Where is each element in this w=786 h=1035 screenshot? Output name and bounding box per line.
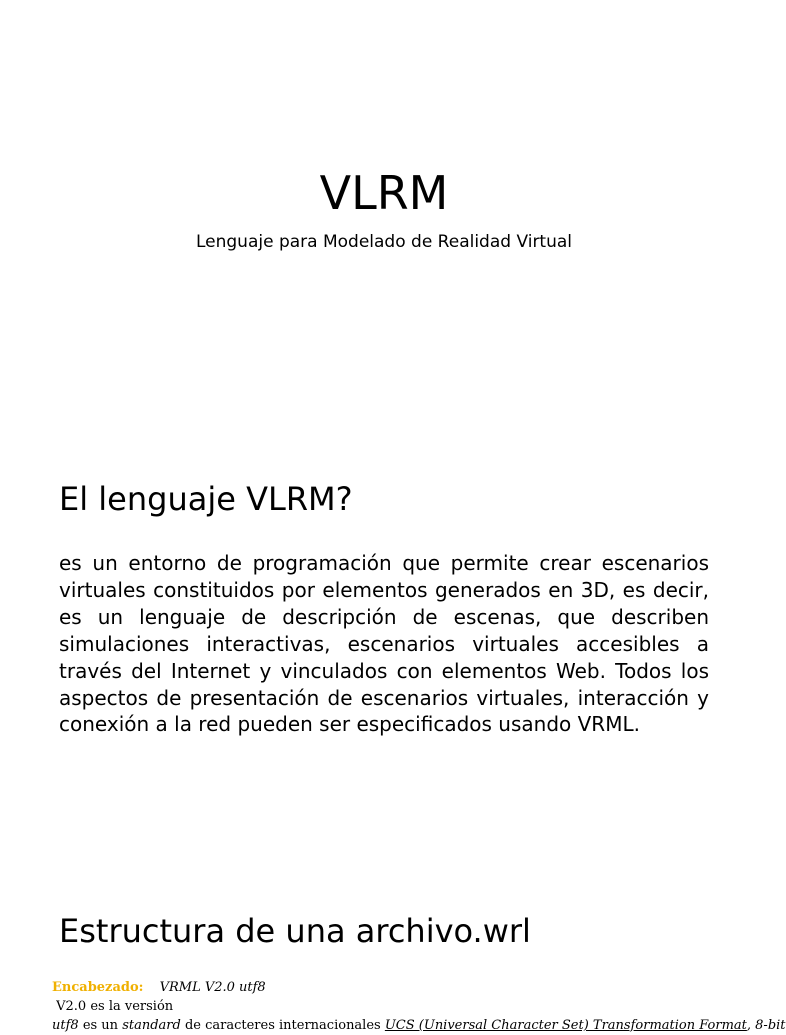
presentation-subtitle: Lenguaje para Modelado de Realidad Virtual: [195, 232, 573, 252]
version-text: V2.0 es la versión: [56, 999, 174, 1014]
file-structure-details: [52, 978, 786, 1035]
encoding-bits: , 8-bit: [746, 1018, 786, 1033]
header-value: VRML V2.0 utf8: [159, 980, 266, 995]
encoding-standard: standard: [122, 1018, 181, 1033]
section-body-language: es un entorno de programación que permite crear escenarios virtuales constituidos por elementos generados en 3D, es decir, es un lenguaje de descripción de escenas, que describen simulaciones interactivas, escenarios virtuales accesibles a través del Internet y vinculados con elementos Web. Todos los aspectos de presentación de escenarios virtuales, interacción y conexión a la red pueden ser especificados usando VRML.: [59, 551, 709, 737]
version-line: [52, 997, 768, 1016]
section-heading-file-structure: Estructura de una archivo.wrl: [59, 912, 531, 950]
header-label: Encabezado:: [52, 980, 144, 995]
section-heading-language: El lenguaje VLRM?: [59, 480, 353, 518]
encoding-name: utf8: [52, 1018, 83, 1033]
header-line: [52, 978, 768, 997]
encoding-text-b: de caracteres internacionales: [180, 1018, 385, 1033]
encoding-format: UCS (Universal Character Set) Transformation Format: [384, 1018, 747, 1033]
encoding-text-a: es un: [82, 1018, 123, 1033]
presentation-title: VLRM: [319, 166, 449, 220]
encoding-line: [52, 1016, 786, 1035]
